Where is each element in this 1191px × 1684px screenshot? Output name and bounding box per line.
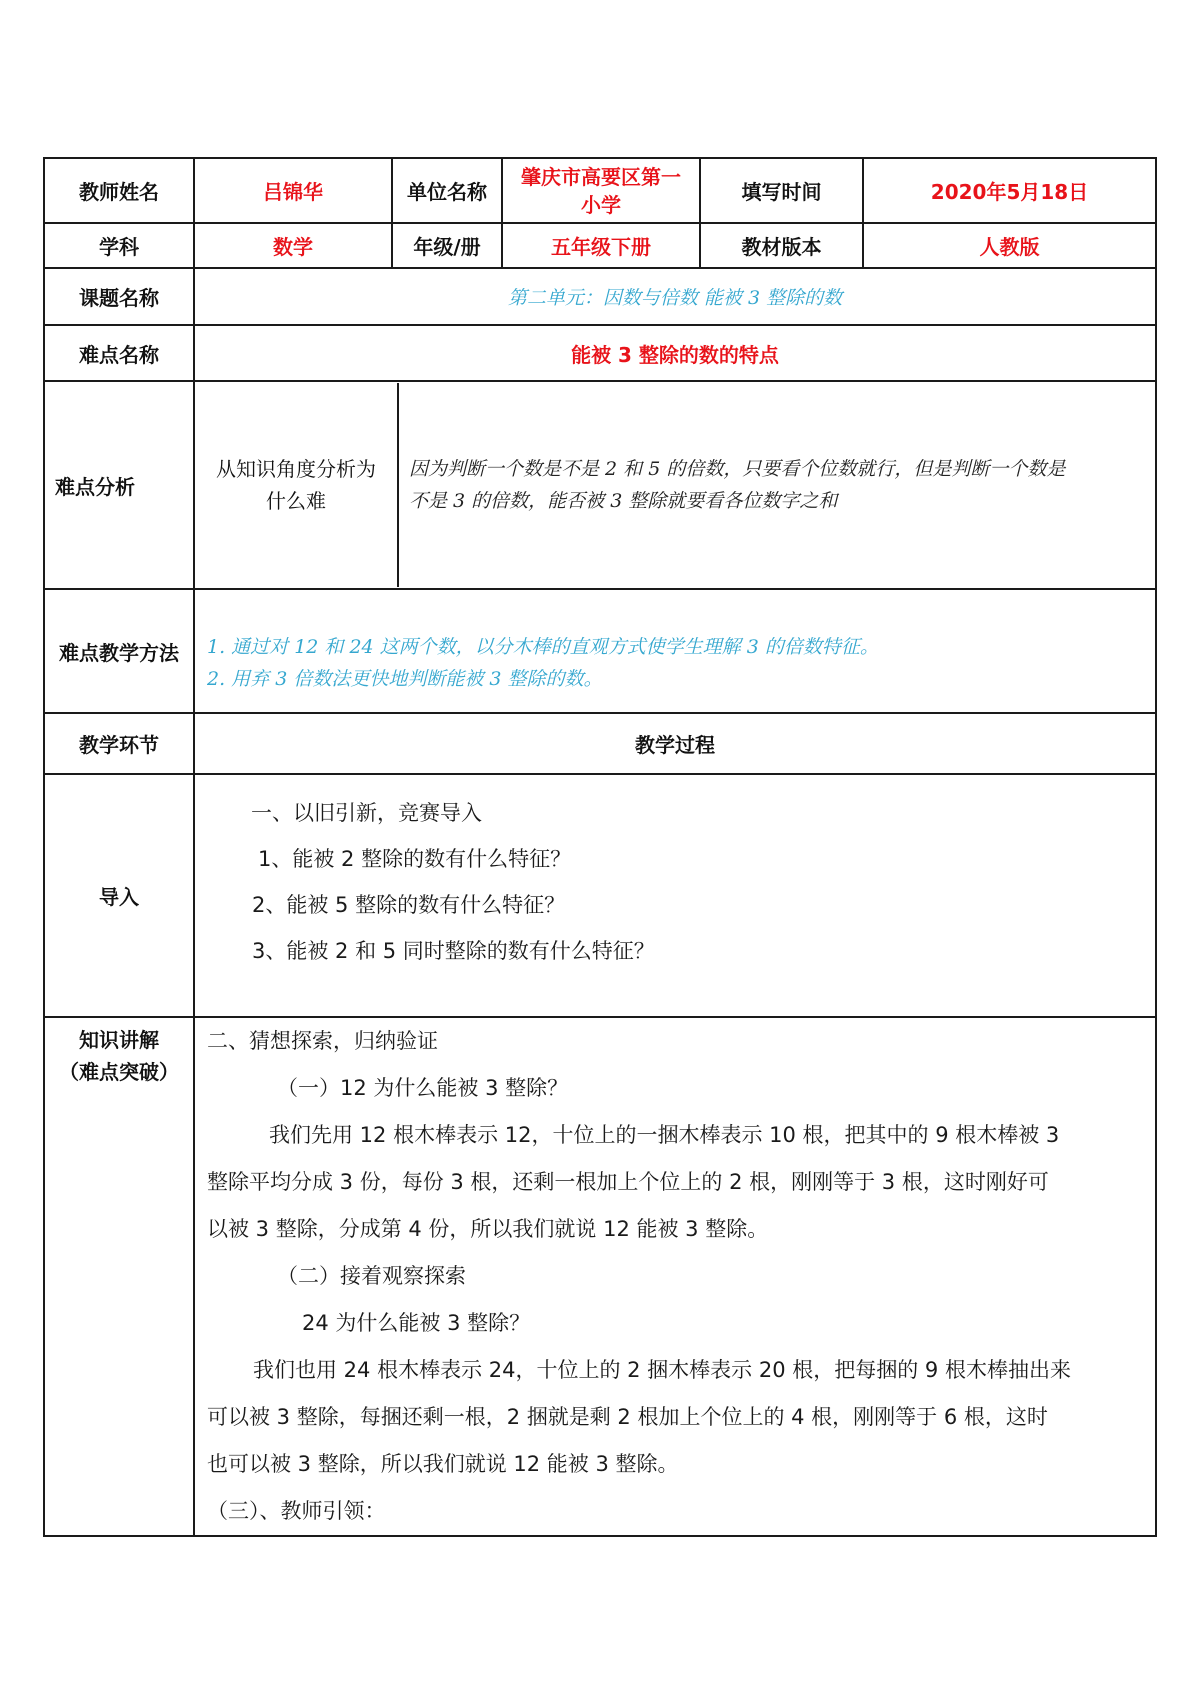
- header-row-1: [44, 158, 1156, 223]
- method-list: [194, 589, 1156, 713]
- explain-label: [44, 1017, 194, 1536]
- unit-name-label: 单位名称: [392, 158, 502, 223]
- intro-heading: 一、以旧引新，竞赛导入: [251, 801, 482, 825]
- unit-name-line-2: 小学: [581, 192, 621, 217]
- analysis-row: [44, 381, 1156, 589]
- intro-label: 导入: [44, 774, 194, 1017]
- analysis-text-line-2: 不是 3 的倍数，能否被 3 整除就要看各位数字之和: [409, 490, 838, 512]
- teacher-name-label: 教师姓名: [44, 158, 194, 223]
- unit-name-line-1: 肇庆市高要区第一: [521, 164, 681, 189]
- method-row: [44, 589, 1156, 713]
- method-item-2: 2. 用弃 3 倍数法更快地判断能被 3 整除的数。: [207, 668, 603, 690]
- grade-value: 五年级下册: [502, 223, 700, 268]
- lesson-plan-sheet: [43, 157, 1155, 1529]
- analysis-sublabel-line-2: 什么难: [266, 489, 326, 513]
- explain-subheading-1: （一）12 为什么能被 3 整除？: [277, 1076, 569, 1100]
- explain-subheading-2: （二）接着观察探索: [277, 1264, 466, 1288]
- fill-date-label: 填写时间: [700, 158, 863, 223]
- analysis-text: [398, 383, 1155, 587]
- process-title: 教学过程: [194, 713, 1156, 774]
- difficulty-value: 能被 3 整除的数的特点: [194, 325, 1156, 381]
- unit-name-value: [502, 158, 700, 223]
- intro-question-1: 1、能被 2 整除的数有什么特征？: [258, 847, 572, 871]
- explain-paragraph-2-line-3: 也可以被 3 整除，所以我们就说 12 能被 3 整除。: [207, 1452, 679, 1476]
- subject-label: 学科: [44, 223, 194, 268]
- analysis-sublabel: [195, 383, 398, 587]
- explain-row: [44, 1017, 1156, 1536]
- method-label: 难点教学方法: [44, 589, 194, 713]
- intro-content: [194, 774, 1156, 1017]
- explain-paragraph-1-line-3: 以被 3 整除，分成第 4 份，所以我们就说 12 能被 3 整除。: [207, 1217, 769, 1241]
- method-item-1: 1. 通过对 12 和 24 这两个数，以分木棒的直观方式使学生理解 3 的倍数特征。: [207, 636, 879, 658]
- lesson-plan-table: [43, 157, 1157, 1537]
- analysis-sublabel-line-1: 从知识角度分析为: [216, 457, 376, 481]
- explain-paragraph-1-line-1: 我们先用 12 根木棒表示 12，十位上的一捆木棒表示 10 根，把其中的 9 根木棒被 3: [269, 1123, 1060, 1147]
- difficulty-label: 难点名称: [44, 325, 194, 381]
- process-stage-label: 教学环节: [44, 713, 194, 774]
- fill-date-value: 2020年5月18日: [863, 158, 1156, 223]
- explain-subheading-3: （三）、教师引领：: [207, 1499, 386, 1523]
- header-row-2: [44, 223, 1156, 268]
- analysis-inner-table: [195, 383, 1155, 587]
- analysis-text-line-1: 因为判断一个数是不是 2 和 5 的倍数，只要看个位数就行，但是判断一个数是: [409, 458, 1066, 480]
- explain-label-line-2: （难点突破）: [59, 1060, 179, 1084]
- analysis-label: 难点分析: [44, 381, 194, 589]
- topic-row: [44, 268, 1156, 325]
- topic-label: 课题名称: [44, 268, 194, 325]
- explain-paragraph-2-line-1: 我们也用 24 根木棒表示 24，十位上的 2 捆木棒表示 20 根，把每捆的 9 根木棒抽出来: [253, 1358, 1071, 1382]
- grade-label: 年级/册: [392, 223, 502, 268]
- explain-label-line-1: 知识讲解: [79, 1028, 159, 1052]
- difficulty-row: [44, 325, 1156, 381]
- explain-paragraph-2-line-2: 可以被 3 整除，每捆还剩一根，2 捆就是剩 2 根加上个位上的 4 根，刚刚等于 6 根，这时: [207, 1405, 1048, 1429]
- subject-value: 数学: [194, 223, 392, 268]
- analysis-content: [194, 381, 1156, 589]
- edition-value: 人教版: [863, 223, 1156, 268]
- explain-content: [194, 1017, 1156, 1536]
- process-header-row: [44, 713, 1156, 774]
- edition-label: 教材版本: [700, 223, 863, 268]
- intro-question-3: 3、能被 2 和 5 同时整除的数有什么特征？: [252, 939, 655, 963]
- intro-question-2: 2、能被 5 整除的数有什么特征？: [252, 893, 566, 917]
- explain-question-24: 24 为什么能被 3 整除？: [302, 1311, 531, 1335]
- explain-heading: 二、猜想探索，归纳验证: [207, 1029, 438, 1053]
- explain-paragraph-1-line-2: 整除平均分成 3 份，每份 3 根，还剩一根加上个位上的 2 根，刚刚等于 3 根，这时刚好可: [207, 1170, 1049, 1194]
- teacher-name-value: 吕锦华: [194, 158, 392, 223]
- intro-row: [44, 774, 1156, 1017]
- topic-value: 第二单元：因数与倍数 能被 3 整除的数: [194, 268, 1156, 325]
